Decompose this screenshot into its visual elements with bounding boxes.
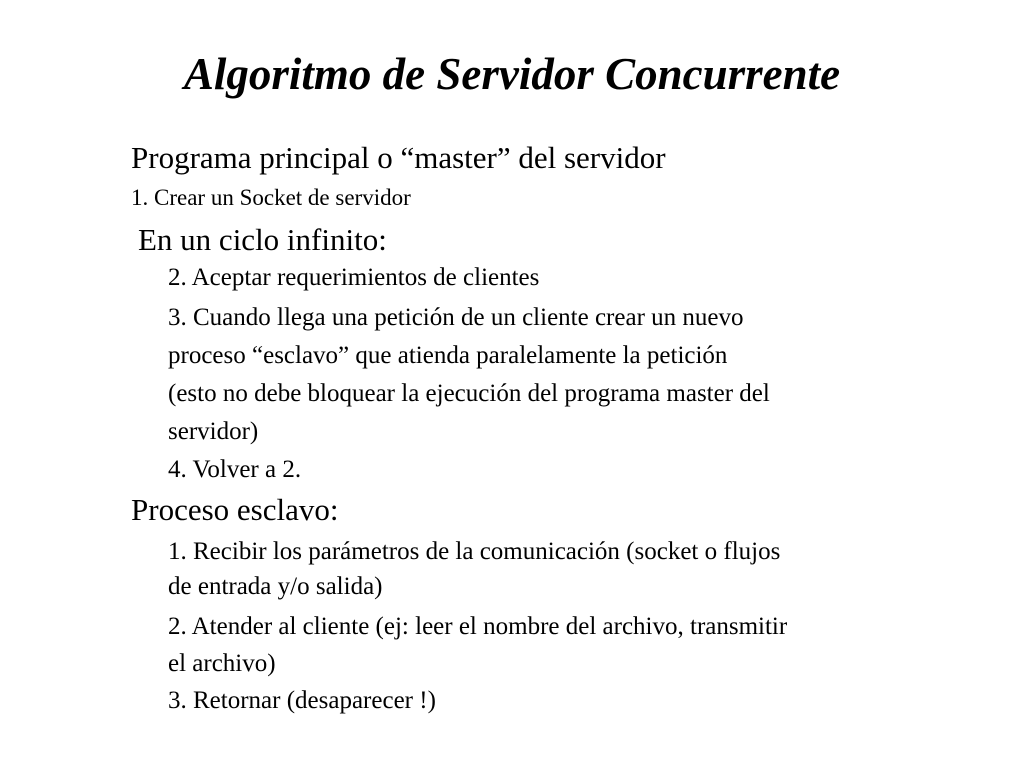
loop-step-2: 2. Aceptar requerimientos de clientes (168, 264, 540, 291)
master-heading: Programa principal o “master” del servidor (131, 140, 666, 175)
slave-step-1-line-1: 1. Recibir los parámetros de la comunicación (socket o flujos (168, 538, 781, 565)
slide-title: Algoritmo de Servidor Concurrente (183, 49, 841, 99)
slave-step-2-line-2: el archivo) (168, 650, 276, 677)
loop-step-3-line-2: proceso “esclavo” que atienda paralelamente la petición (168, 342, 728, 369)
loop-step-3-line-4: servidor) (168, 418, 259, 445)
loop-step-3-line-3: (esto no debe bloquear la ejecución del programa master del (168, 380, 770, 407)
master-step-1: 1. Crear un Socket de servidor (131, 185, 411, 210)
slave-step-1-line-2: de entrada y/o salida) (168, 573, 383, 600)
slave-heading: Proceso esclavo: (131, 492, 339, 527)
loop-heading: En un ciclo infinito: (138, 222, 387, 257)
slave-step-2-line-1: 2. Atender al cliente (ej: leer el nombre del archivo, transmitir (168, 613, 788, 640)
loop-step-3-line-1: 3. Cuando llega una petición de un cliente crear un nuevo (168, 304, 744, 331)
loop-step-4: 4. Volver a 2. (168, 456, 302, 483)
slave-step-3: 3. Retornar (desaparecer !) (168, 687, 436, 714)
